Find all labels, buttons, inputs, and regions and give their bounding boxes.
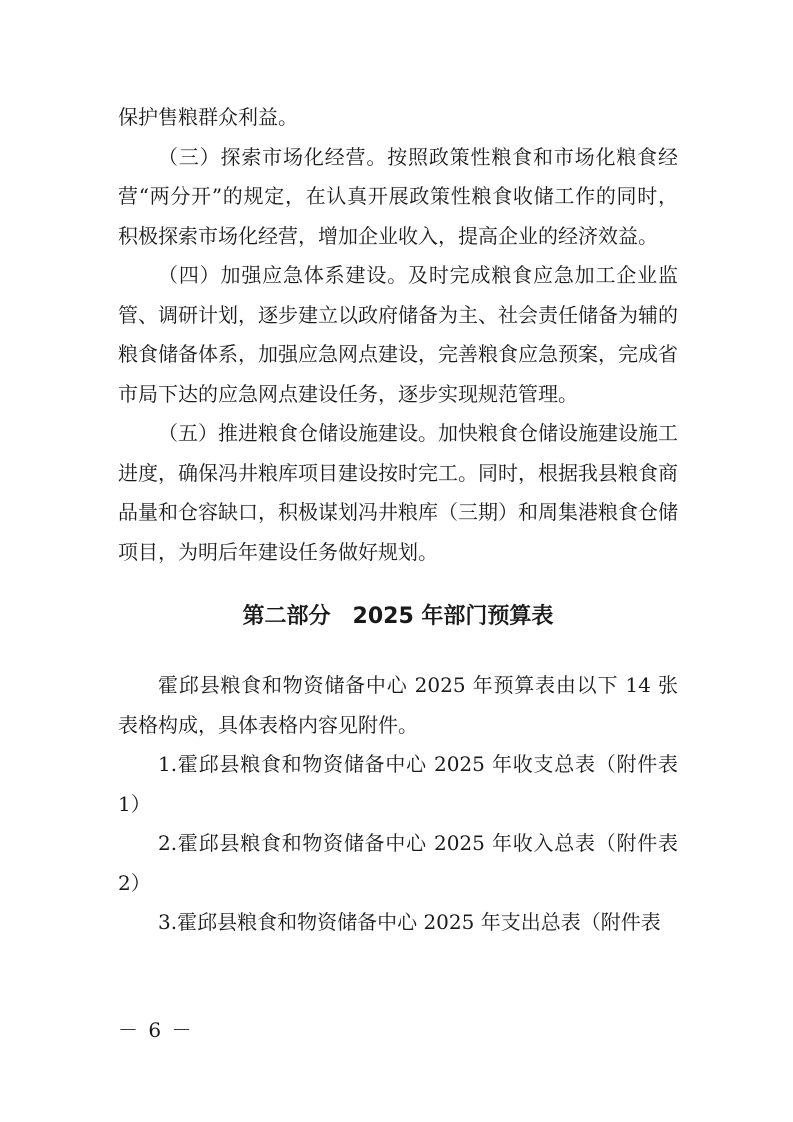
section-heading: 第二部分 2025 年部门预算表	[242, 604, 554, 629]
paragraph-emergency-system: （四）加强应急体系建设。及时完成粮食应急加工企业监管、调研计划，逐步建立以政府储备为主、社会责任储备为辅的粮食储备体系，加强应急网点建设，完善粮食应急预案，完成省市局下达的应急网点建设任务，逐步实现规范管理。	[118, 263, 678, 406]
paragraph-market-operation: （三）探索市场化经营。按照政策性粮食和市场化粮食经营“两分开”的规定，在认真开展政策性粮食收储工作的同时，积极探索市场化经营，增加企业收入，提高企业的经济效益。	[118, 144, 678, 248]
list-item-table-2: 2.霍邱县粮食和物资储备中心 2025 年收入总表（附件表2）	[118, 831, 678, 895]
list-item-table-3: 3.霍邱县粮食和物资储备中心 2025 年支出总表（附件表	[158, 910, 661, 934]
paragraph-continuation: 保护售粮群众利益。	[118, 105, 298, 129]
paragraph-storage-facilities: （五）推进粮食仓储设施建设。加快粮食仓储设施建设施工进度，确保冯井粮库项目建设按时完工。同时，根据我县粮食商品量和仓容缺口，积极谋划冯井粮库（三期）和周集港粮食仓储项目，为明后年建设任务做好规划。	[118, 421, 678, 564]
paragraph-budget-intro: 霍邱县粮食和物资储备中心 2025 年预算表由以下 14 张表格构成，具体表格内容见附件。	[118, 673, 678, 737]
page-number: － 6 －	[118, 1018, 194, 1042]
list-item-table-1: 1.霍邱县粮食和物资储备中心 2025 年收支总表（附件表1）	[118, 752, 678, 816]
page-body	[118, 98, 678, 943]
